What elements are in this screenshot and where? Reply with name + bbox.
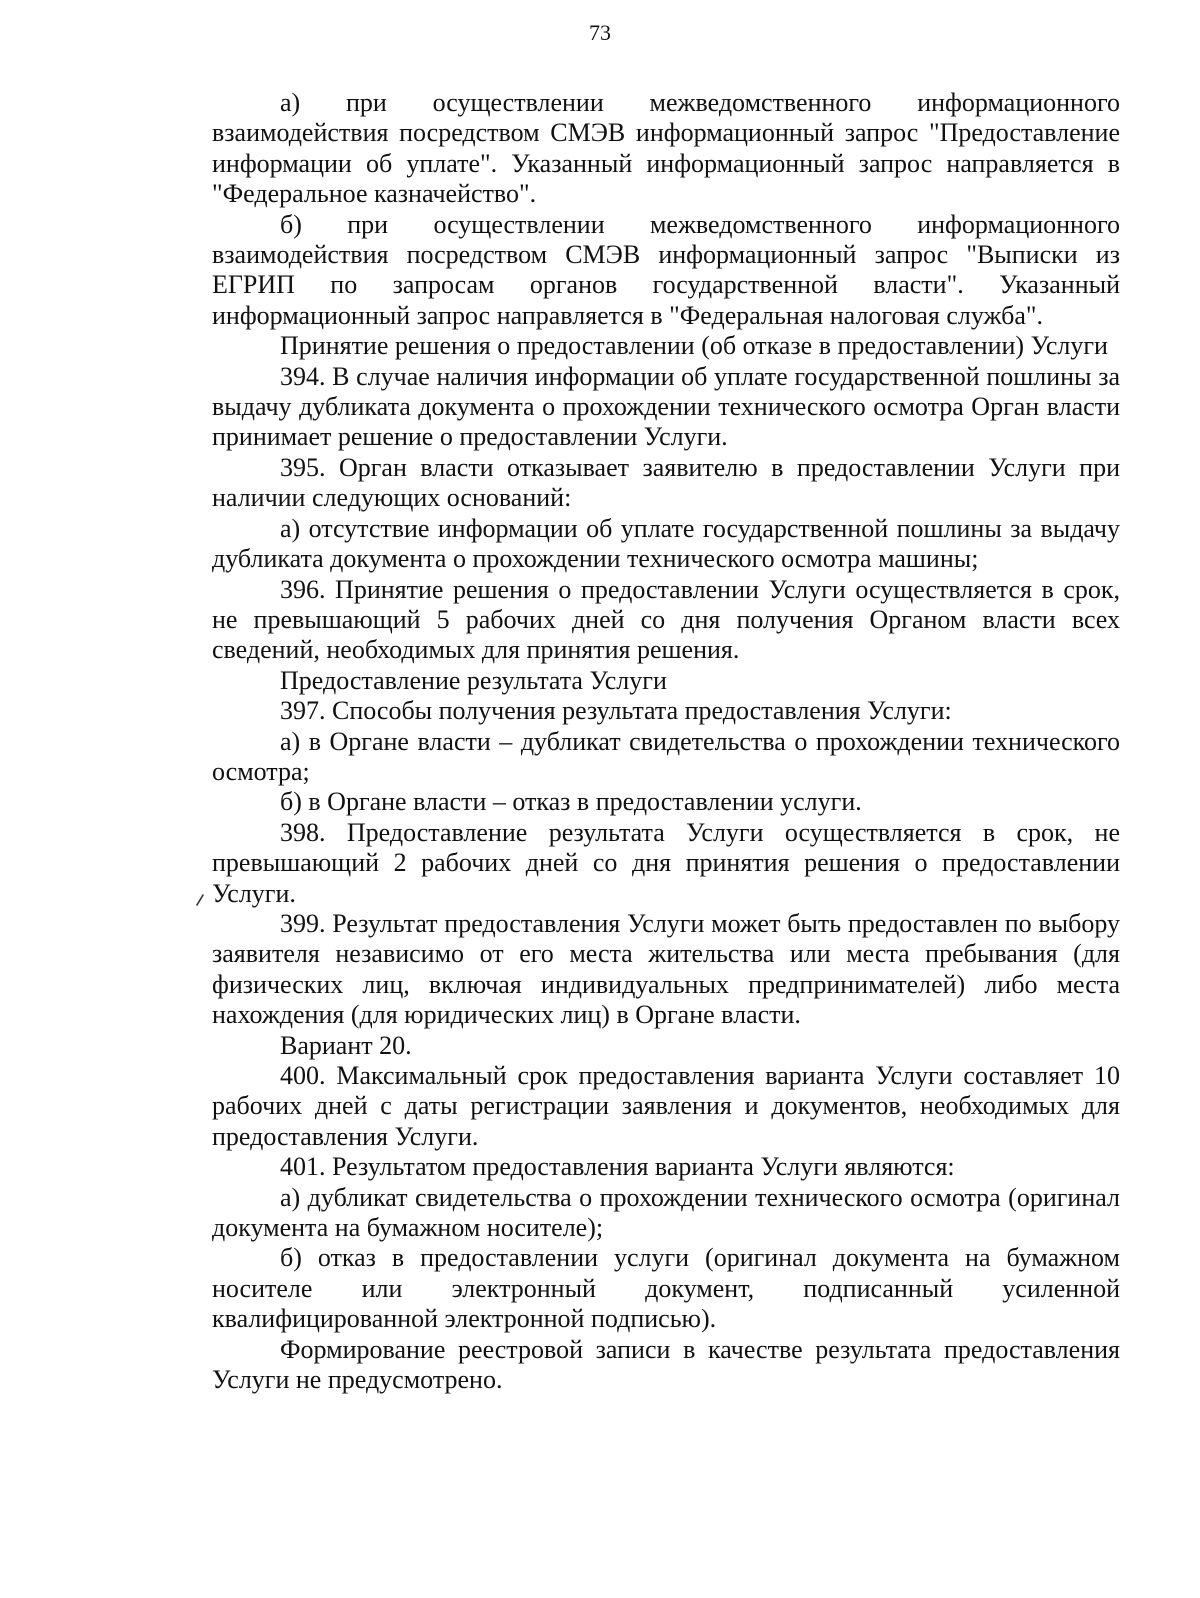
paragraph-394: 394. В случае наличия информации об уплате государственной пошлины за выдачу дубликата документа о прохождении технического осмотра Орган власти принимает решение о предоставлении Услуги.: [212, 361, 1120, 452]
paragraph-399: 399. Результат предоставления Услуги может быть предоставлен по выбору заявителя независимо от его места жительства или места пребывания (для физических лиц, включая индивидуальных предпринимателей) либо места нахождения (для юридических лиц) в Органе власти.: [212, 908, 1120, 1030]
section-heading-decision: Принятие решения о предоставлении (об отказе в предоставлении) Услуги: [280, 331, 1108, 361]
paragraph-397-a: а) в Органе власти – дубликат свидетельства о прохождении технического осмотра;: [212, 726, 1120, 786]
paragraph-401: 401. Результатом предоставления варианта Услуги являются:: [280, 1152, 955, 1182]
paragraph-395-a: а) отсутствие информации об уплате государственной пошлины за выдачу дубликата документа о прохождении технического осмотра машины;: [212, 513, 1120, 574]
section-heading-variant: Вариант 20.: [280, 1030, 412, 1060]
paragraph-397-b: б) в Органе власти – отказ в предоставлении услуги.: [280, 787, 862, 817]
paragraph-395: 395. Орган власти отказывает заявителю в предоставлении Услуги при наличии следующих оснований:: [212, 452, 1120, 513]
paragraph-registry-record: Формирование реестровой записи в качестве результата предоставления Услуги не предусмотрено.: [212, 1334, 1120, 1395]
paragraph-smev-egrip-request: б) при осуществлении межведомственного информационного взаимодействия посредством СМЭВ информационный запрос "Выписки из ЕГРИП по запросам органов государственной власти". Указанный информационный запрос направляется в "Федеральная налоговая служба".: [212, 209, 1120, 330]
paragraph-396: 396. Принятие решения о предоставлении Услуги осуществляется в срок, не превышающий 5 рабочих дней со дня получения Органом власти всех сведений, необходимых для принятия решения.: [212, 574, 1120, 665]
paragraph-400: 400. Максимальный срок предоставления варианта Услуги составляет 10 рабочих дней с даты регистрации заявления и документов, необходимых для предоставления Услуги.: [212, 1061, 1120, 1151]
paragraph-401-b: б) отказ в предоставлении услуги (оригинал документа на бумажном носителе или электронный документ, подписанный усиленной квалифицированной электронной подписью).: [212, 1243, 1120, 1334]
page-number: 73: [589, 20, 611, 45]
paragraph-smev-payment-request: а) при осуществлении межведомственного информационного взаимодействия посредством СМЭВ информационный запрос "Предоставление информации об уплате". Указанный информационный запрос направляется в "Федеральное казначейство".: [212, 88, 1120, 209]
pen-tick-mark: [195, 893, 205, 907]
document-body: [212, 88, 1120, 1395]
paragraph-397: 397. Способы получения результата предоставления Услуги:: [280, 696, 952, 726]
section-heading-result: Предоставление результата Услуги: [280, 665, 667, 695]
paragraph-398: 398. Предоставление результата Услуги осуществляется в срок, не превышающий 2 рабочих дней со дня принятия решения о предоставлении Услуги.: [212, 817, 1120, 908]
paragraph-401-a: а) дубликат свидетельства о прохождении технического осмотра (оригинал документа на бумажном носителе);: [212, 1182, 1120, 1243]
